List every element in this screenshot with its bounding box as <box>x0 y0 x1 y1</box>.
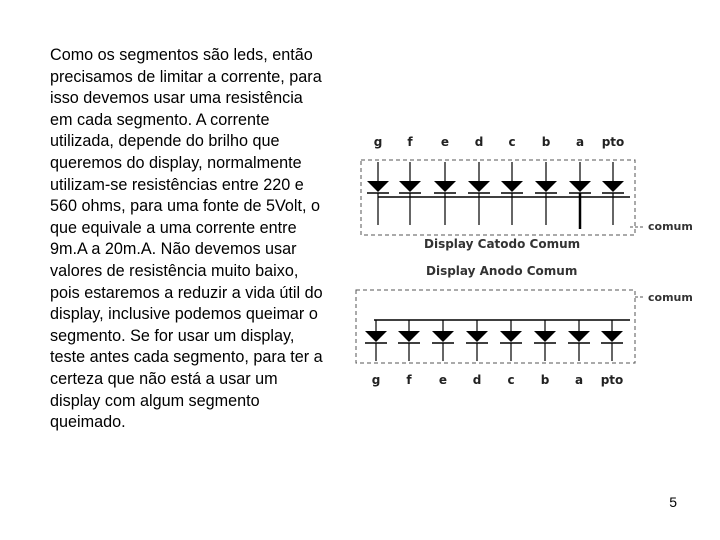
anode-label-d: d <box>472 373 482 387</box>
cathode-common-label: comum <box>648 220 693 233</box>
cathode-label-pto: pto <box>601 135 625 149</box>
anode-segment-labels <box>372 373 624 387</box>
anode-title: Display Anodo Comum <box>426 264 578 278</box>
anode-dashed-box <box>356 290 635 363</box>
cathode-segment-labels <box>374 135 625 149</box>
anode-led-pto <box>601 331 623 342</box>
cathode-label-g: g <box>373 135 383 149</box>
cathode-label-c: c <box>508 135 516 149</box>
cathode-label-a: a <box>575 135 585 149</box>
anode-led-g <box>365 331 387 342</box>
anode-label-g: g <box>371 373 381 387</box>
cathode-led-g <box>367 181 389 192</box>
cathode-label-f: f <box>407 135 413 149</box>
cathode-led-c <box>501 181 523 192</box>
anode-led-f <box>398 331 420 342</box>
anode-label-e: e <box>438 373 448 387</box>
anode-led-d <box>466 331 488 342</box>
cathode-led-a <box>569 181 591 192</box>
cathode-label-b: b <box>541 135 551 149</box>
anode-led-e <box>432 331 454 342</box>
anode-label-a: a <box>574 373 584 387</box>
cathode-led-b <box>535 181 557 192</box>
anode-label-b: b <box>540 373 550 387</box>
anode-led-b <box>534 331 556 342</box>
cathode-leds <box>367 162 624 229</box>
anode-label-pto: pto <box>600 373 624 387</box>
anode-leds <box>365 320 623 361</box>
body-paragraph: Como os segmentos são leds, então precisamos de limitar a corrente, para isso devemos usar uma resistência em cada segmento. A corrente utilizada, depende do brilho que queremos do display, normalmente utilizam-se resistências entre 220 e 560 ohms, para uma fonte de 5Volt, o que equivale a uma corrente entre 9m.A a 20m.A. Não devemos usar valores de resistência muito baixo, pois estaremos a reduzir a vida útil do display, inclusive podemos queimar o segmento. Se for usar um display, teste antes cada segmento, para ter a certeza que não está a usar um display com algum segmento queimado. <box>50 46 323 432</box>
cathode-led-pto <box>602 181 624 192</box>
cathode-label-e: e <box>440 135 450 149</box>
anode-common-label: comum <box>648 291 693 304</box>
anode-led-c <box>500 331 522 342</box>
anode-led-a <box>568 331 590 342</box>
cathode-label-d: d <box>474 135 484 149</box>
cathode-led-e <box>434 181 456 192</box>
page-number: 5 <box>669 494 677 510</box>
cathode-title: Display Catodo Comum <box>424 237 581 251</box>
cathode-led-d <box>468 181 490 192</box>
cathode-led-f <box>399 181 421 192</box>
anode-label-f: f <box>406 373 412 387</box>
anode-label-c: c <box>507 373 515 387</box>
